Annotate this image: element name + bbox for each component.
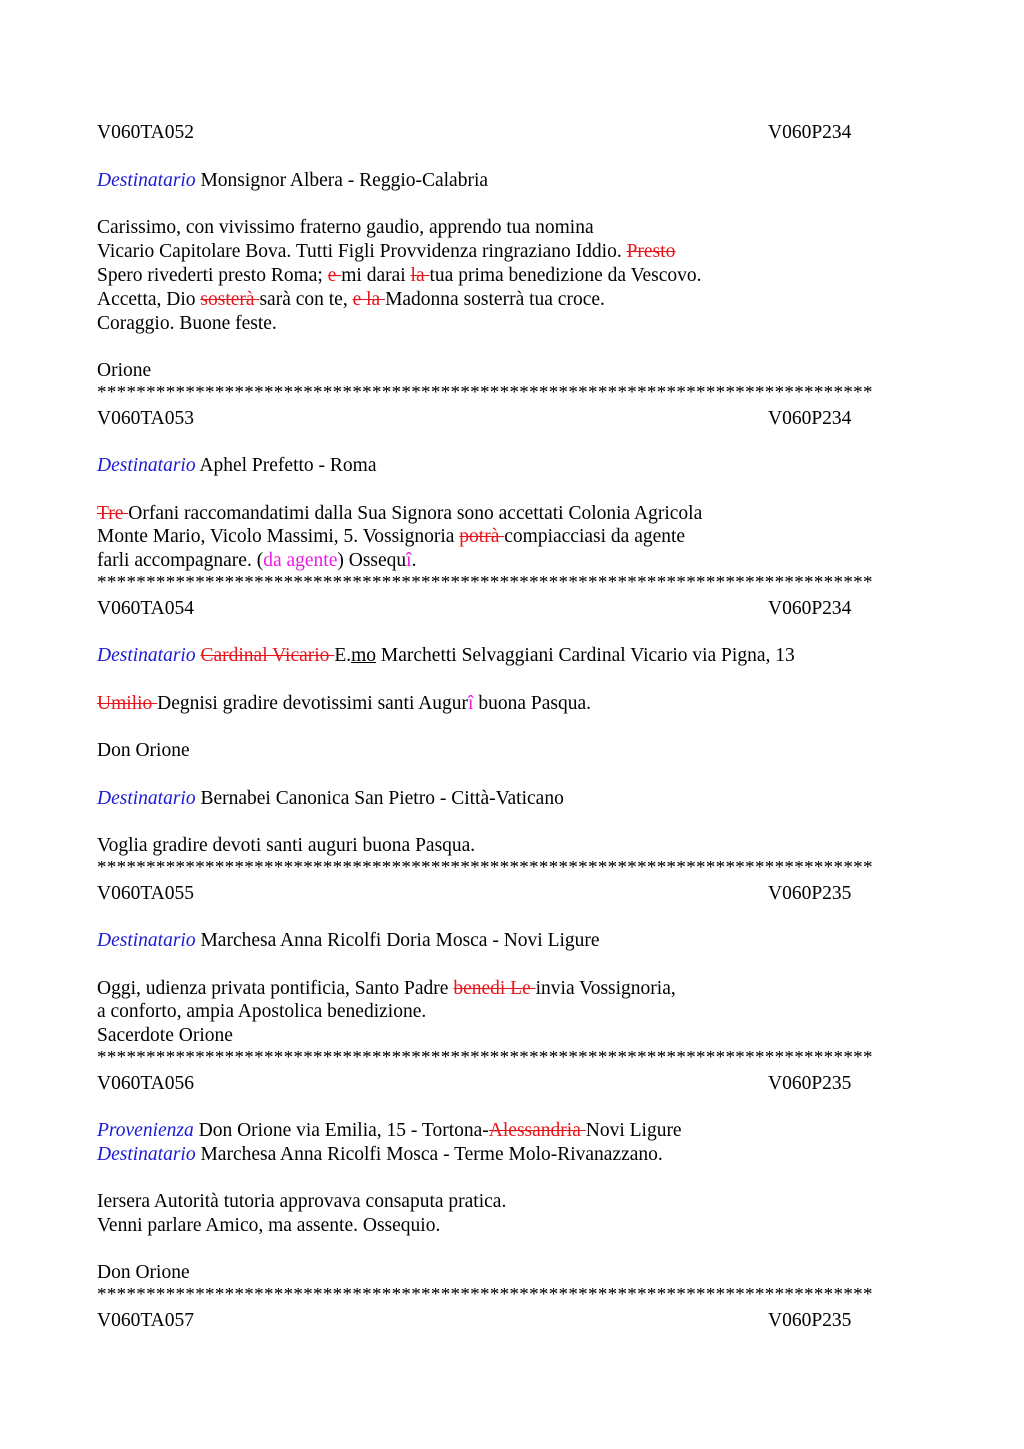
letter-id: V060TA054: [97, 598, 195, 619]
deleted-text: potrà: [459, 526, 505, 547]
separator: *******************************************************************************: [97, 386, 873, 400]
text-run: .: [411, 550, 417, 571]
recipient-label: Destinatario: [97, 645, 196, 666]
text-run: Carissimo, con vivissimo fraterno gaudio, apprendo tua nomina: [97, 217, 594, 238]
text-run: Orfani raccomandatimi dalla Sua Signora sono accettati Colonia Agricola: [128, 503, 703, 524]
text-run: tua prima benedizione da Vescovo.: [429, 265, 702, 286]
text-run: Novi Ligure: [585, 1120, 682, 1141]
text-run: E.: [334, 645, 352, 666]
separator: *******************************************************************************: [97, 1288, 873, 1302]
deleted-text: sosterà: [200, 289, 260, 310]
editorial-insertion: da agente: [263, 550, 338, 571]
recipient-line: [97, 929, 600, 953]
body-line: [97, 692, 591, 716]
body-line: [97, 1214, 440, 1238]
recipient-line: [97, 1143, 663, 1167]
deleted-text: Presto: [626, 241, 676, 262]
text-run: Monte Mario, Vicolo Massimi, 5. Vossignoria: [97, 526, 460, 547]
deleted-text: Cardinal Vicario: [200, 645, 335, 666]
deleted-text: Umilio: [97, 693, 158, 714]
letter-id: V060TA053: [97, 408, 195, 429]
text-run: Accetta, Dio: [97, 289, 201, 310]
body-line: Voglia gradire devoti santi auguri buona Pasqua.: [97, 835, 476, 856]
body-line: [97, 502, 702, 526]
recipient-text: Aphel Prefetto - Roma: [199, 455, 377, 476]
body-line: [97, 549, 416, 573]
deleted-text: e: [327, 265, 342, 286]
recipient-text: Monsignor Albera - Reggio-Calabria: [200, 170, 489, 191]
page-ref: V060P234: [768, 408, 852, 429]
origin-label: Provenienza: [97, 1120, 194, 1141]
recipient-line: [97, 454, 377, 478]
recipient-label: Destinatario: [97, 170, 196, 191]
deleted-text: e la: [352, 289, 386, 310]
text-run: invia Vossignoria,: [535, 978, 676, 999]
deleted-text: la: [410, 265, 430, 286]
text-run: compiacciasi da agente: [504, 526, 686, 547]
deleted-text: Alessandria: [488, 1120, 586, 1141]
body-line: [97, 1000, 426, 1024]
body-line: [97, 288, 605, 312]
separator: *******************************************************************************: [97, 861, 873, 875]
deleted-text: Tre: [97, 503, 129, 524]
page-ref: V060P235: [768, 883, 852, 904]
body-line: [97, 312, 277, 336]
body-line: [97, 240, 675, 264]
signature: Don Orione: [97, 1262, 190, 1283]
page-ref: V060P235: [768, 1073, 852, 1094]
page-ref: V060P234: [768, 598, 852, 619]
deleted-text: benedi Le: [453, 978, 536, 999]
text-run: Venni parlare Amico, ma assente. Ossequio.: [97, 1215, 441, 1236]
text-run: Sacerdote Orione: [97, 1025, 233, 1046]
separator: *******************************************************************************: [97, 576, 873, 590]
text-run: mi darai: [341, 265, 411, 286]
text-run: ) Ossequ: [337, 550, 407, 571]
text-run: Spero rivederti presto Roma;: [97, 265, 328, 286]
underlined-text: mo: [351, 645, 377, 666]
text-run: sarà con te,: [259, 289, 353, 310]
text-run: a conforto, ampia Apostolica benedizione.: [97, 1001, 427, 1022]
recipient-label: Destinatario: [97, 930, 196, 951]
editorial-insertion: î: [468, 693, 474, 714]
signature: Don Orione: [97, 740, 190, 761]
text-run: Degnisi gradire devotissimi santi Augur: [157, 693, 469, 714]
letter-id: V060TA055: [97, 883, 195, 904]
page-ref: V060P234: [768, 122, 852, 143]
recipient-text: Bernabei Canonica San Pietro - Città-Vaticano: [200, 788, 564, 809]
recipient-text: Marchesa Anna Ricolfi Mosca - Terme Molo-Rivanazzano.: [200, 1144, 663, 1165]
text-run: Don Orione via Emilia, 15 - Tortona-: [198, 1120, 489, 1141]
text-run: Madonna sosterrà tua croce.: [385, 289, 605, 310]
separator: *******************************************************************************: [97, 1051, 873, 1065]
origin-text: [199, 1120, 682, 1141]
editorial-insertion: î: [406, 550, 412, 571]
recipient-text: [200, 645, 794, 666]
body-line: [97, 525, 685, 549]
body-line: [97, 1190, 506, 1214]
body-line: [97, 264, 702, 288]
recipient-label: Destinatario: [97, 788, 196, 809]
text-run: Marchetti Selvaggiani Cardinal Vicario via Pigna, 13: [376, 645, 795, 666]
recipient-text: Marchesa Anna Ricolfi Doria Mosca - Novi Ligure: [200, 930, 600, 951]
body-line: [97, 216, 594, 240]
text-run: Oggi, udienza privata pontificia, Santo Padre: [97, 978, 454, 999]
recipient-line: [97, 169, 488, 193]
body-line: [97, 977, 676, 1001]
recipient-label: Destinatario: [97, 1144, 196, 1165]
body-line: [97, 1024, 233, 1048]
letter-id: V060TA056: [97, 1073, 195, 1094]
text-run: Coraggio. Buone feste.: [97, 313, 277, 334]
text-run: farli accompagnare. (: [97, 550, 264, 571]
letter-id: V060TA057: [97, 1310, 195, 1331]
recipient-label: Destinatario: [97, 455, 196, 476]
recipient-line: [97, 787, 564, 811]
letter-id: V060TA052: [97, 122, 195, 143]
signature: Orione: [97, 360, 152, 381]
text-run: Vicario Capitolare Bova. Tutti Figli Provvidenza ringraziano Iddio.: [97, 241, 627, 262]
origin-line: [97, 1119, 682, 1143]
recipient-line: [97, 644, 795, 668]
text-run: buona Pasqua.: [473, 693, 591, 714]
text-run: Iersera Autorità tutoria approvava consaputa pratica.: [97, 1191, 507, 1212]
page-ref: V060P235: [768, 1310, 852, 1331]
